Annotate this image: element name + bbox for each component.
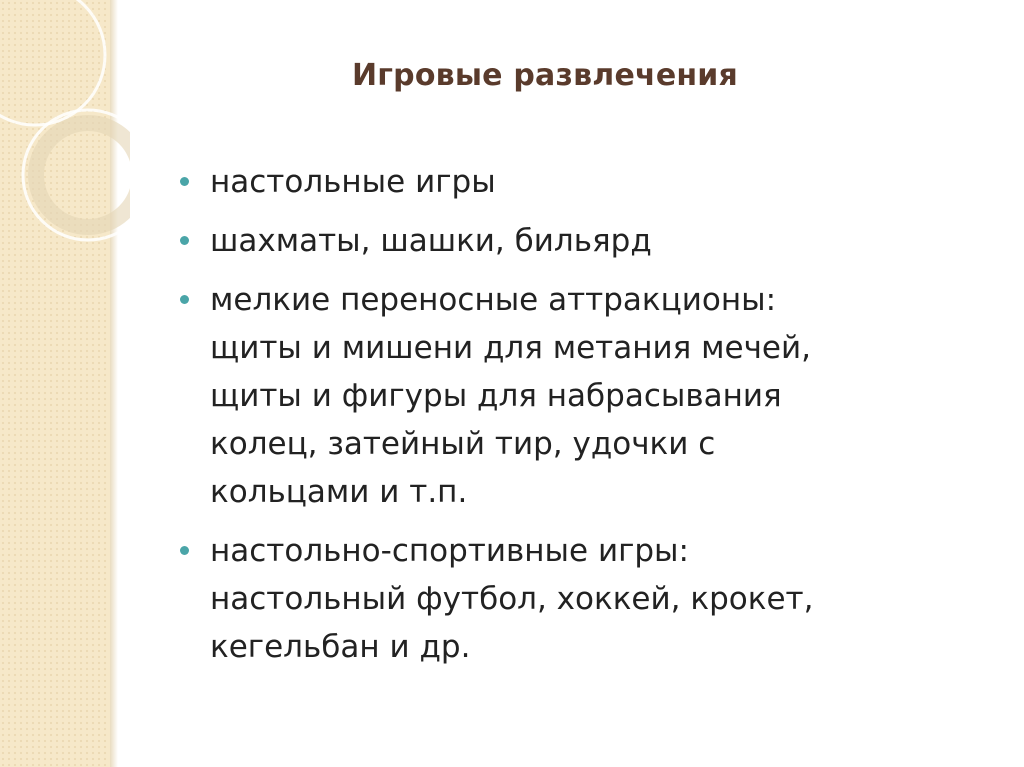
decorative-ring-large: [0, 0, 105, 125]
slide-title: Игровые развлечения: [352, 58, 738, 93]
list-item: [180, 276, 980, 516]
bullet-dot-icon: [180, 295, 189, 304]
bullet-list: [180, 158, 980, 682]
bullet-text: шахматы, шашки, бильярд: [210, 223, 652, 259]
list-item: [180, 527, 980, 671]
bullet-text: настольно-спортивные игры: настольный футбол, хоккей, крокет, кегельбан и др.: [210, 533, 814, 665]
decorative-rings: [0, 0, 130, 260]
list-item: [180, 158, 980, 206]
bullet-dot-icon: [180, 236, 189, 245]
list-item: [180, 217, 980, 265]
bullet-text: настольные игры: [210, 164, 496, 200]
bullet-dot-icon: [180, 546, 189, 555]
bullet-dot-icon: [180, 177, 189, 186]
decorative-ring-inner: [36, 123, 130, 227]
bullet-text: мелкие переносные аттракционы: щиты и мишени для метания мечей, щиты и фигуры для набрасывания колец, затейный тир, удочки с кольцами и т.п.: [210, 282, 812, 510]
